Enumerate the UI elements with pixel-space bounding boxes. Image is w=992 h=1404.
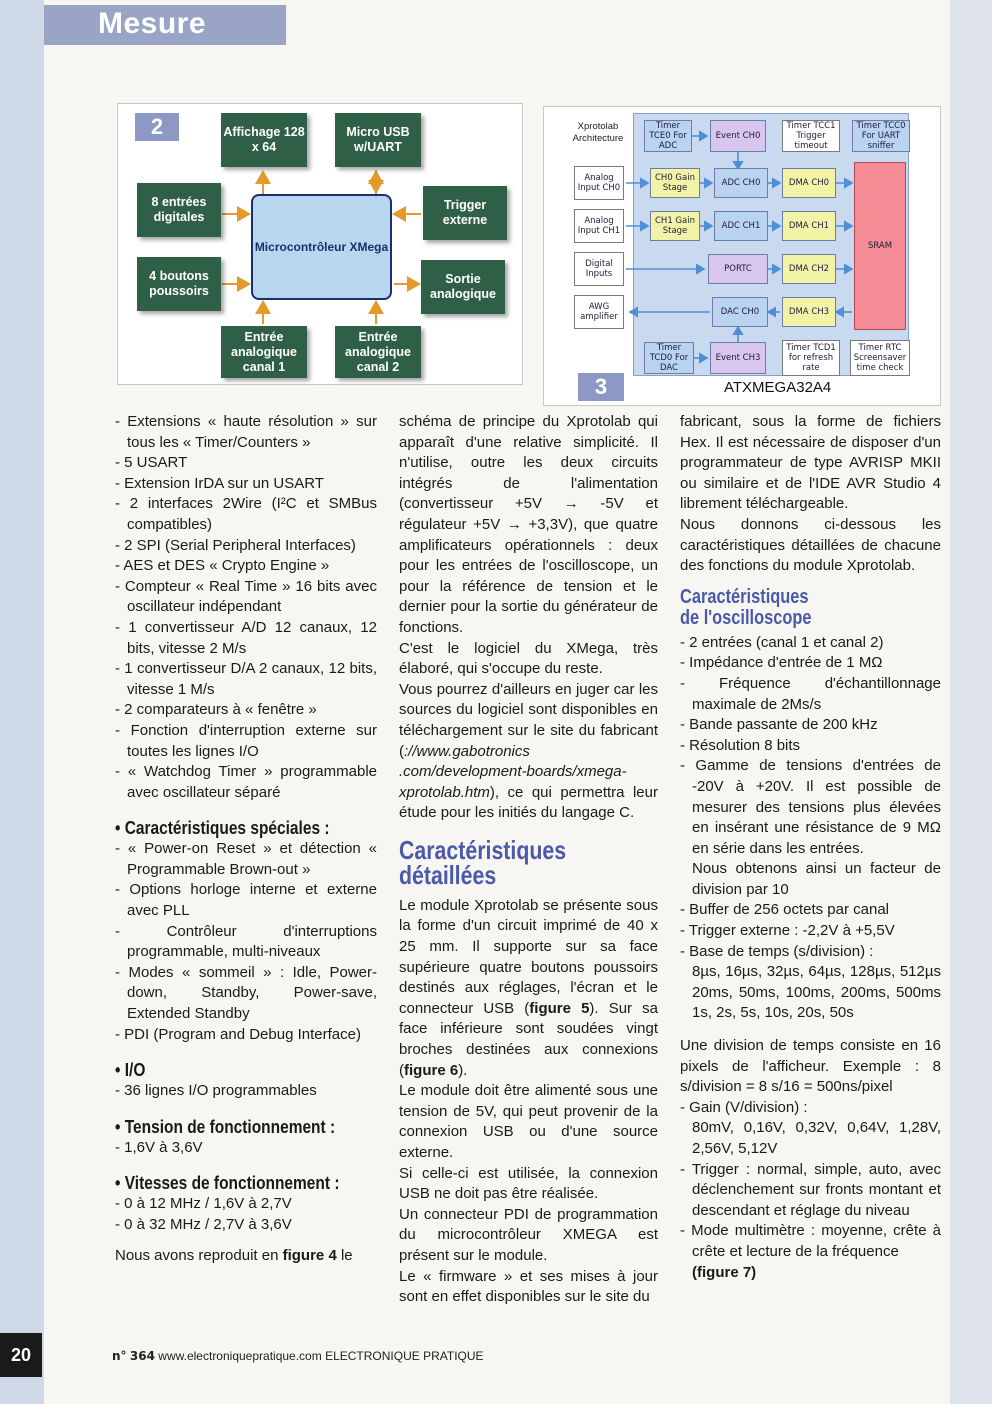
paragraph: C'est le logiciel du XMega, très élaboré, qui s'occupe du reste. <box>399 639 658 678</box>
analog-input-ch1-box: Analog Input CH1 <box>574 209 624 243</box>
list-item: - 2 comparateurs à « fenêtre » <box>115 701 317 719</box>
text-column-3 <box>680 412 941 1283</box>
issue-number: 364 <box>129 1349 155 1363</box>
timebase-values: 8µs, 16µs, 32µs, 64µs, 128µs, 512µs 20ms, 50ms, 100ms, 200ms, 500ms 1s, 2s, 5s, 10s, 20s, 50s <box>692 963 941 1022</box>
paragraph: schéma de principe du Xprotolab qui apparaît d'une relative simplicité. Il n'utilise, outre les deux circuits intégrés de l'alimentation (convertisseur +5V → -5V et régulateur +5V → +3,3V), que quatre amplificateurs opérationnels : deux pour les entrées de l'oscilloscope, un pour la référence de tension et le dernier pour la sortie du générateur de fonctions. <box>399 413 658 636</box>
heading-line: de l'oscilloscope <box>680 606 812 629</box>
website: www.electroniquepratique.com <box>158 1349 322 1363</box>
portc-box: PORTC <box>708 254 768 284</box>
heading-caracteristiques-detaillees <box>399 834 611 890</box>
heading-line: Caractéristiques <box>680 585 809 608</box>
sram-box: SRAM <box>854 162 906 330</box>
list-item: - Bande passante de 200 kHz <box>680 716 878 734</box>
list-item: - Modes « sommeil » : Idle, Power-down, Standby, Power-save, Extended Standby <box>115 963 377 1023</box>
list-item: - Trigger : normal, simple, auto, avec déclenchement sur fronts montant et descendant et réglage du niveau <box>680 1160 941 1219</box>
text-run: ). <box>458 1061 468 1079</box>
timer-tce0-box: Timer TCE0 For ADC <box>644 120 692 152</box>
dma-ch1-box: DMA CH1 <box>782 211 836 241</box>
list-item: - 36 lignes I/O programmables <box>115 1082 317 1100</box>
figure-5-reference: figure 5 <box>529 999 590 1017</box>
list-item: - 1 convertisseur D/A 2 canaux, 12 bits, vitesse 1 M/s <box>115 660 377 698</box>
list-item: - 0 à 32 MHz / 2,7V à 3,6V <box>115 1216 292 1233</box>
list-item: - 5 USART <box>115 454 188 472</box>
paragraph: fabricant, sous la forme de fichiers Hex. Il est nécessaire de disposer d'un programmateur de type AVRISP MKII ou similaire et de l'IDE AVR Studio 4 librement téléchargeable. <box>680 413 941 513</box>
list-item: - 1 convertisseur A/D 12 canaux, 12 bits, vitesse 2 M/s <box>115 618 377 657</box>
list-item: - « Power-on Reset » et détection « Programmable Brown-out » <box>115 840 377 878</box>
paragraph: Un connecteur PDI de programmation du microcontrôleur XMEGA est présent sur le module. <box>399 1205 658 1264</box>
spacer <box>680 1024 941 1036</box>
timer-tcd1-box: Timer TCD1 for refresh rate <box>782 340 840 376</box>
list-item: - Fréquence d'échantillonnage maximale de 2Ms/s <box>680 674 941 713</box>
figure-6-reference: figure 6 <box>404 1061 459 1079</box>
adc-ch0-box: ADC CH0 <box>714 168 768 198</box>
heading-vitesses: • Vitesses de fonctionnement : <box>115 1173 340 1194</box>
list-item: - Extension IrDA sur un USART <box>115 474 324 492</box>
dma-ch3-box: DMA CH3 <box>782 297 836 327</box>
paragraph: Le « firmware » et ses mises à jour sont en effet disponibles sur le site du <box>399 1267 658 1306</box>
text-run: ). Sur sa face inférieure sont soudées vingt broches destinées aux connexions ( <box>399 999 658 1079</box>
adc-ch1-box: ADC CH1 <box>714 211 768 241</box>
list-item: - « Watchdog Timer » programmable avec oscillateur séparé <box>115 763 377 801</box>
list-item: - Gain (V/division) : <box>680 1098 808 1116</box>
architecture-title: Xprotolab Architecture <box>572 121 624 144</box>
microusb-box: Micro USB w/UART <box>335 113 421 167</box>
figure-2-block-diagram <box>117 103 523 385</box>
entree-canal1-box: Entrée analogique canal 1 <box>221 326 307 378</box>
dac-ch0-box: DAC CH0 <box>712 297 768 327</box>
list-item: - Compteur « Real Time » 16 bits avec oscillateur indépendant <box>115 577 377 616</box>
trigger-externe-box: Trigger externe <box>423 186 507 240</box>
list-item: - Trigger externe : -2,2V à +5,5V <box>680 922 895 940</box>
boutons-poussoirs-box: 4 boutons poussoirs <box>137 257 221 311</box>
ch0-gain-box: CH0 Gain Stage <box>650 168 700 198</box>
paragraph <box>399 680 658 824</box>
text-run: ), ce qui permettra leur étude pour les initiés du langage C. <box>399 783 658 822</box>
issue-prefix: n° <box>112 1349 127 1363</box>
entree-canal2-box: Entrée analogique canal 2 <box>335 326 421 378</box>
heading-io: • I/O <box>115 1060 146 1081</box>
paragraph: Nous donnons ci-dessous les caractéristiques détaillées de chacune des fonctions du module Xprotolab. <box>680 515 941 575</box>
timer-rtc-box: Timer RTC Screensaver time check <box>850 340 910 376</box>
list-item: - AES et DES « Crypto Engine » <box>115 557 330 575</box>
heading-line: Caractéristiques <box>399 834 567 865</box>
heading-tension: • Tension de fonctionnement : <box>115 1116 336 1137</box>
paragraph: Le module doit être alimenté sous une tension de 5V, qui peut provenir de la connexion USB ou d'une source externe. <box>399 1082 658 1161</box>
paragraph <box>115 1246 377 1267</box>
list-item: - Mode multimètre : moyenne, crête à crête et lecture de la fréquence <box>680 1222 941 1260</box>
timer-tcc0-box: Timer TCC0 For UART sniffer <box>852 120 910 152</box>
event-ch0-box: Event CH0 <box>710 120 766 152</box>
event-ch3-box: Event CH3 <box>710 342 766 374</box>
paragraph: Si celle-ci est utilisée, la connexion USB ne doit pas être réalisée. <box>399 1164 658 1203</box>
list-item: - Base de temps (s/division) : <box>680 942 874 960</box>
heading-caracteristiques-oscilloscope <box>680 587 894 629</box>
list-item: - 2 interfaces 2Wire (I²C et SMBus compatibles) <box>115 495 377 533</box>
sortie-analogique-box: Sortie analogique <box>421 260 505 314</box>
heading-line: détaillées <box>399 859 497 890</box>
timer-tcc1-box: Timer TCC1 Trigger timeout <box>782 120 840 152</box>
list-item: - Impédance d'entrée de 1 MΩ <box>680 654 883 672</box>
list-item: - 0 à 12 MHz / 1,6V à 2,7V <box>115 1195 292 1213</box>
right-margin-strip <box>950 0 992 1404</box>
gabotronics-url: ://www.gabotronics .com/development-boards/xmega-xprotolab.htm <box>399 742 627 801</box>
list-item: - Contrôleur d'interruptions programmable, multi-niveaux <box>115 922 377 961</box>
analog-input-ch0-box: Analog Input CH0 <box>574 166 624 200</box>
list-item: - 2 SPI (Serial Peripheral Interfaces) <box>115 536 356 554</box>
page-number: 20 <box>0 1333 42 1377</box>
gain-values: 80mV, 0,16V, 0,32V, 0,64V, 1,28V, 2,56V, 5,12V <box>692 1119 941 1157</box>
list-item: - Gamme de tensions d'entrées de -20V à +20V. Il est possible de mesurer des tensions plus élevées en insérant une résistance de 9 MΩ en série dans les entrées. <box>680 757 941 857</box>
list-item: - PDI (Program and Debug Interface) <box>115 1025 361 1043</box>
entrees-digitales-box: 8 entrées digitales <box>137 183 221 237</box>
left-margin-strip <box>0 0 44 1404</box>
affichage-box: Affichage 128 x 64 <box>221 113 307 167</box>
digital-inputs-box: Digital Inputs <box>574 252 624 286</box>
list-item: - Fonction d'interruption externe sur toutes les lignes I/O <box>115 721 377 760</box>
list-item: - Options horloge interne et externe avec PLL <box>115 881 377 920</box>
indented-text: Nous obtenons ainsi un facteur de division par 10 <box>692 860 941 898</box>
list-item: - Buffer de 256 octets par canal <box>680 901 890 919</box>
figure-2-number: 2 <box>135 113 179 141</box>
figure-3-architecture <box>543 106 941 406</box>
figure-4-reference: figure 4 <box>282 1246 337 1264</box>
dma-ch2-box: DMA CH2 <box>782 254 836 284</box>
microcontroleur-box: Microcontrôleur XMega <box>251 194 392 300</box>
list-item: - Extensions « haute résolution » sur tous les « Timer/Counters » <box>115 413 377 451</box>
awg-amplifier-box: AWG amplifier <box>574 295 624 329</box>
text-run: le <box>336 1246 353 1264</box>
dma-ch0-box: DMA CH0 <box>782 168 836 198</box>
text-run: Nous avons reproduit en <box>115 1246 283 1264</box>
paragraph <box>399 896 658 1081</box>
timer-tcd0-box: Timer TCD0 For DAC <box>644 342 694 374</box>
list-item: - Résolution 8 bits <box>680 736 801 754</box>
list-item: - 1,6V à 3,6V <box>115 1138 203 1156</box>
figure-7-reference: (figure 7) <box>692 1263 757 1281</box>
section-title: Mesure <box>44 5 286 45</box>
figure-3-number: 3 <box>578 373 624 401</box>
text-column-2 <box>399 412 658 1308</box>
heading-caracteristiques-speciales: • Caractéristiques spéciales : <box>115 818 330 839</box>
magazine-name: ELECTRONIQUE PRATIQUE <box>325 1349 484 1363</box>
text-run: Vous pourrez d'ailleurs en juger car les sources du logiciel sont disponibles en téléchargement sur le site du fabricant ( <box>399 680 658 760</box>
ch1-gain-box: CH1 Gain Stage <box>650 211 700 241</box>
paragraph: Une division de temps consiste en 16 pixels de l'afficheur. Exemple : 8 s/division = 8 s/16 = 500ns/pixel <box>680 1037 941 1096</box>
footer <box>112 1349 484 1363</box>
text-column-1 <box>115 412 377 1266</box>
list-item: - 2 entrées (canal 1 et canal 2) <box>680 633 884 651</box>
chip-name: ATXMEGA32A4 <box>724 379 832 396</box>
text-run: Le module Xprotolab se présente sous la forme d'un circuit imprimé de 40 x 25 mm. Il supporte sur sa face supérieure quatre boutons poussoirs destinés aux réglages, l'écran et le connecteur USB ( <box>399 896 658 1017</box>
